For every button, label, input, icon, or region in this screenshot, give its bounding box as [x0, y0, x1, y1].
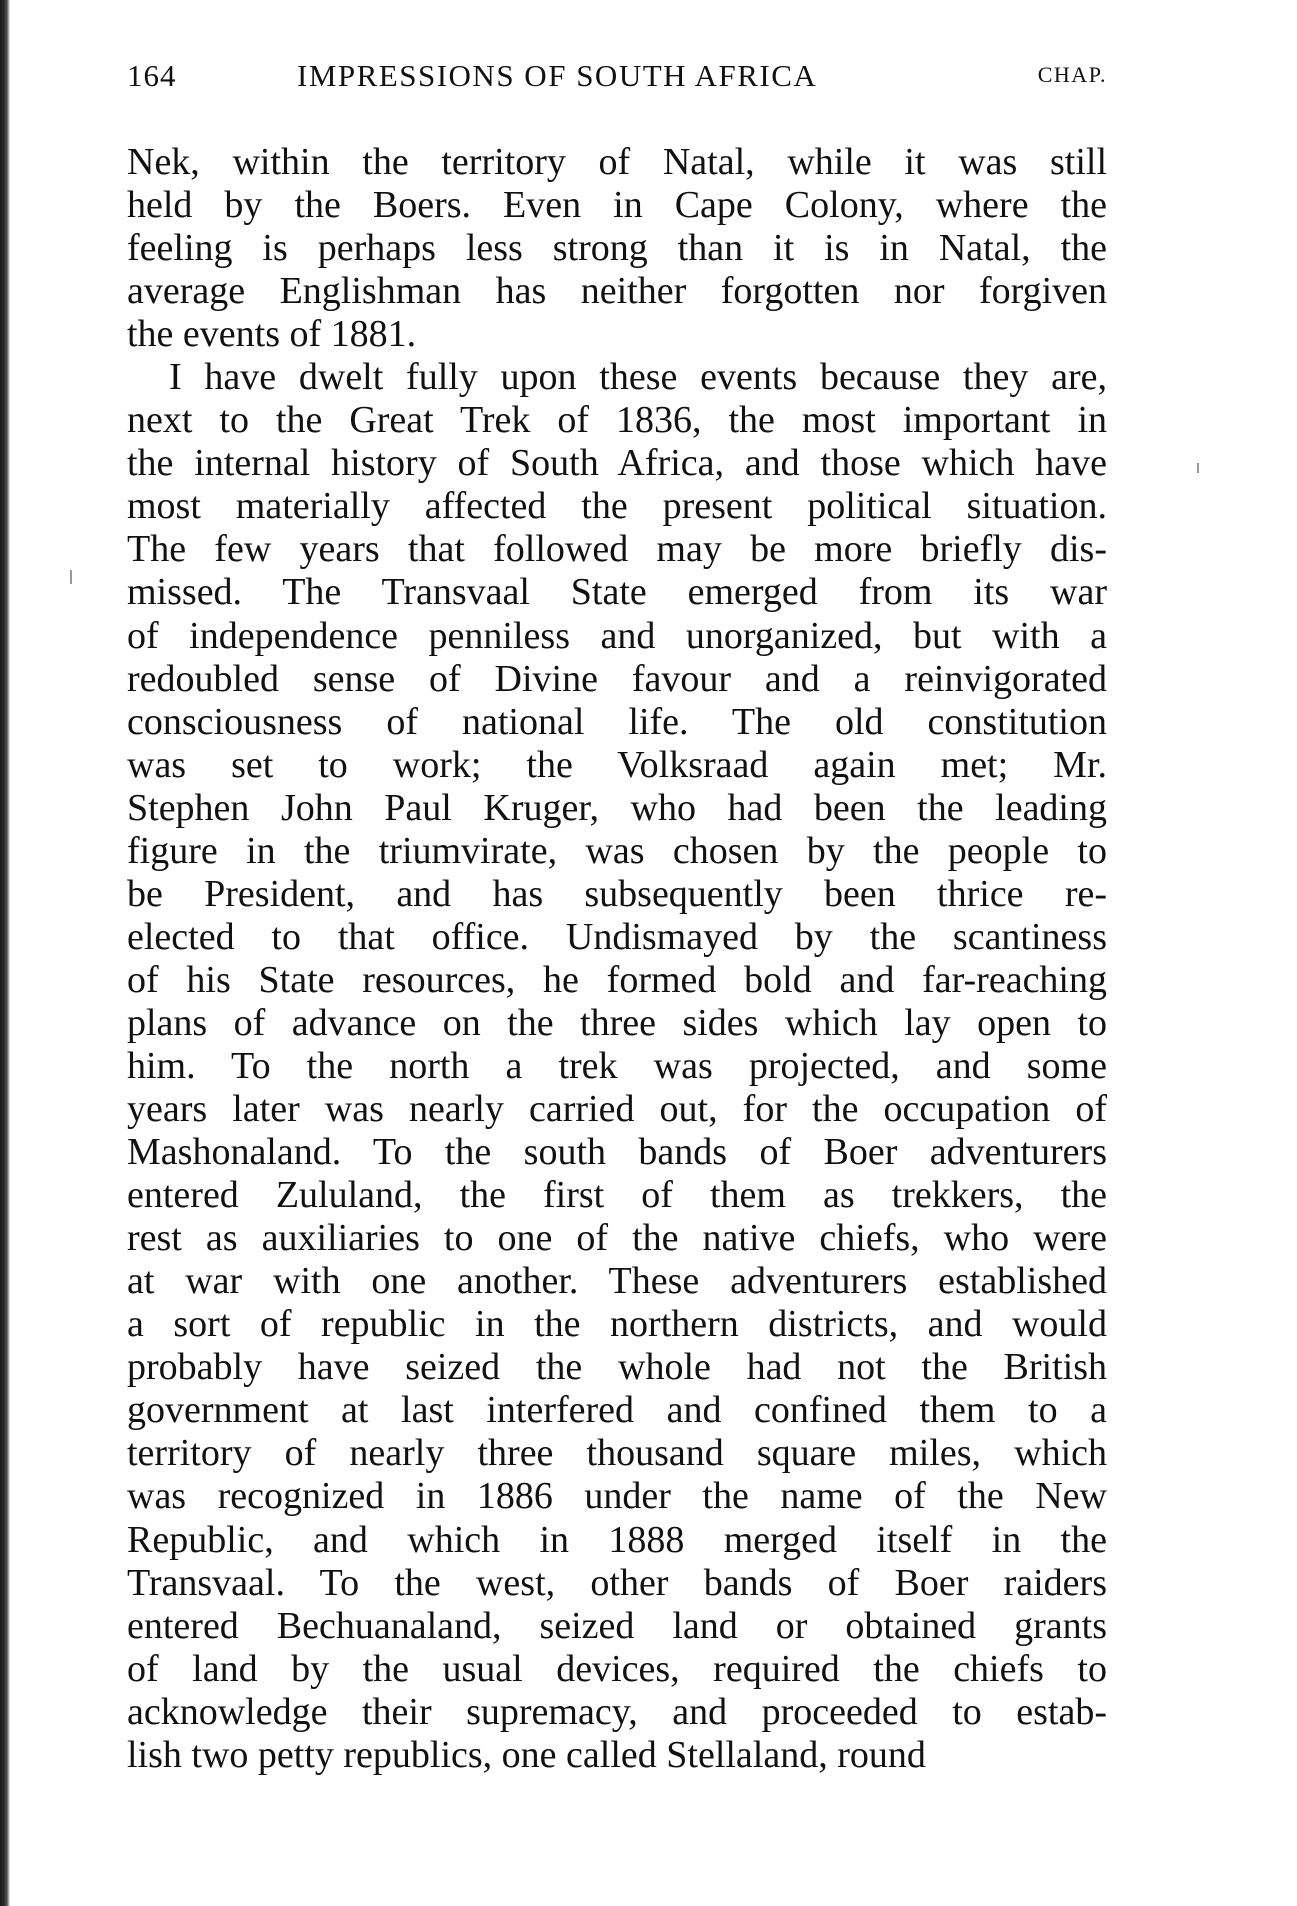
chapter-label: CHAP. — [1037, 62, 1107, 87]
paragraph — [127, 141, 1107, 356]
text-line: most materially affected the present political situation. — [127, 485, 1107, 528]
text-line: lish two petty republics, one called Stellaland, round — [127, 1733, 926, 1776]
text-line: missed. The Transvaal State emerged from its war — [127, 571, 1107, 614]
scan-speck — [1197, 463, 1199, 473]
text-line: plans of advance on the three sides which lay open to — [127, 1001, 1107, 1044]
text-line: acknowledge their supremacy, and proceeded to estab- — [127, 1690, 1107, 1733]
page-body — [127, 141, 1107, 1777]
text-line: elected to that office. Undismayed by the scantiness — [127, 915, 1107, 958]
text-line: held by the Boers. Even in Cape Colony, where the — [127, 184, 1107, 227]
running-header — [127, 58, 1107, 98]
text-line: next to the Great Trek of 1836, the most important in — [127, 399, 1107, 442]
paragraph — [127, 356, 1107, 1777]
text-line: him. To the north a trek was projected, and some — [127, 1044, 1107, 1087]
text-line: entered Bechuanaland, seized land or obtained grants — [127, 1604, 1107, 1647]
text-line: at war with one another. These adventurers established — [127, 1260, 1107, 1303]
text-line: entered Zululand, the first of them as trekkers, the — [127, 1174, 1107, 1217]
text-line: The few years that followed may be more briefly dis- — [127, 528, 1107, 571]
text-line: of his State resources, he formed bold and far-reaching — [127, 958, 1107, 1001]
text-line: was set to work; the Volksraad again met; Mr. — [127, 743, 1107, 786]
text-line: probably have seized the whole had not the British — [127, 1346, 1107, 1389]
text-line: rest as auxiliaries to one of the native chiefs, who were — [127, 1217, 1107, 1260]
text-line: Nek, within the territory of Natal, while it was still — [127, 141, 1107, 183]
text-line: be President, and has subsequently been thrice re- — [127, 872, 1107, 915]
text-line: years later was nearly carried out, for the occupation of — [127, 1088, 1107, 1131]
text-line: redoubled sense of Divine favour and a reinvigorated — [127, 657, 1107, 700]
text-line: consciousness of national life. The old constitution — [127, 700, 1107, 743]
text-line: territory of nearly three thousand square miles, which — [127, 1432, 1107, 1475]
text-line: the events of 1881. — [127, 313, 417, 356]
text-line: feeling is perhaps less strong than it is in Natal, the — [127, 227, 1107, 270]
page-number: 164 — [127, 58, 177, 93]
text-line: the internal history of South Africa, and those which have — [127, 442, 1107, 485]
text-line: Stephen John Paul Kruger, who had been the leading — [127, 786, 1107, 829]
text-line: of independence penniless and unorganized, but with a — [127, 614, 1107, 657]
text-line: a sort of republic in the northern districts, and would — [127, 1303, 1107, 1346]
text-line: figure in the triumvirate, was chosen by the people to — [127, 829, 1107, 872]
text-line: of land by the usual devices, required the chiefs to — [127, 1647, 1107, 1690]
book-spine-edge — [0, 0, 10, 1906]
scan-speck — [70, 570, 72, 584]
text-line: was recognized in 1886 under the name of the New — [127, 1475, 1107, 1518]
text-line: Republic, and which in 1888 merged itself in the — [127, 1518, 1107, 1561]
text-line: average Englishman has neither forgotten nor forgiven — [127, 270, 1107, 313]
text-line: government at last interfered and confined them to a — [127, 1389, 1107, 1432]
text-line: Mashonaland. To the south bands of Boer adventurers — [127, 1131, 1107, 1174]
text-line: Transvaal. To the west, other bands of Boer raiders — [127, 1561, 1107, 1604]
running-title: IMPRESSIONS OF SOUTH AFRICA — [297, 58, 818, 93]
text-line: I have dwelt fully upon these events because they are, — [169, 356, 1107, 399]
